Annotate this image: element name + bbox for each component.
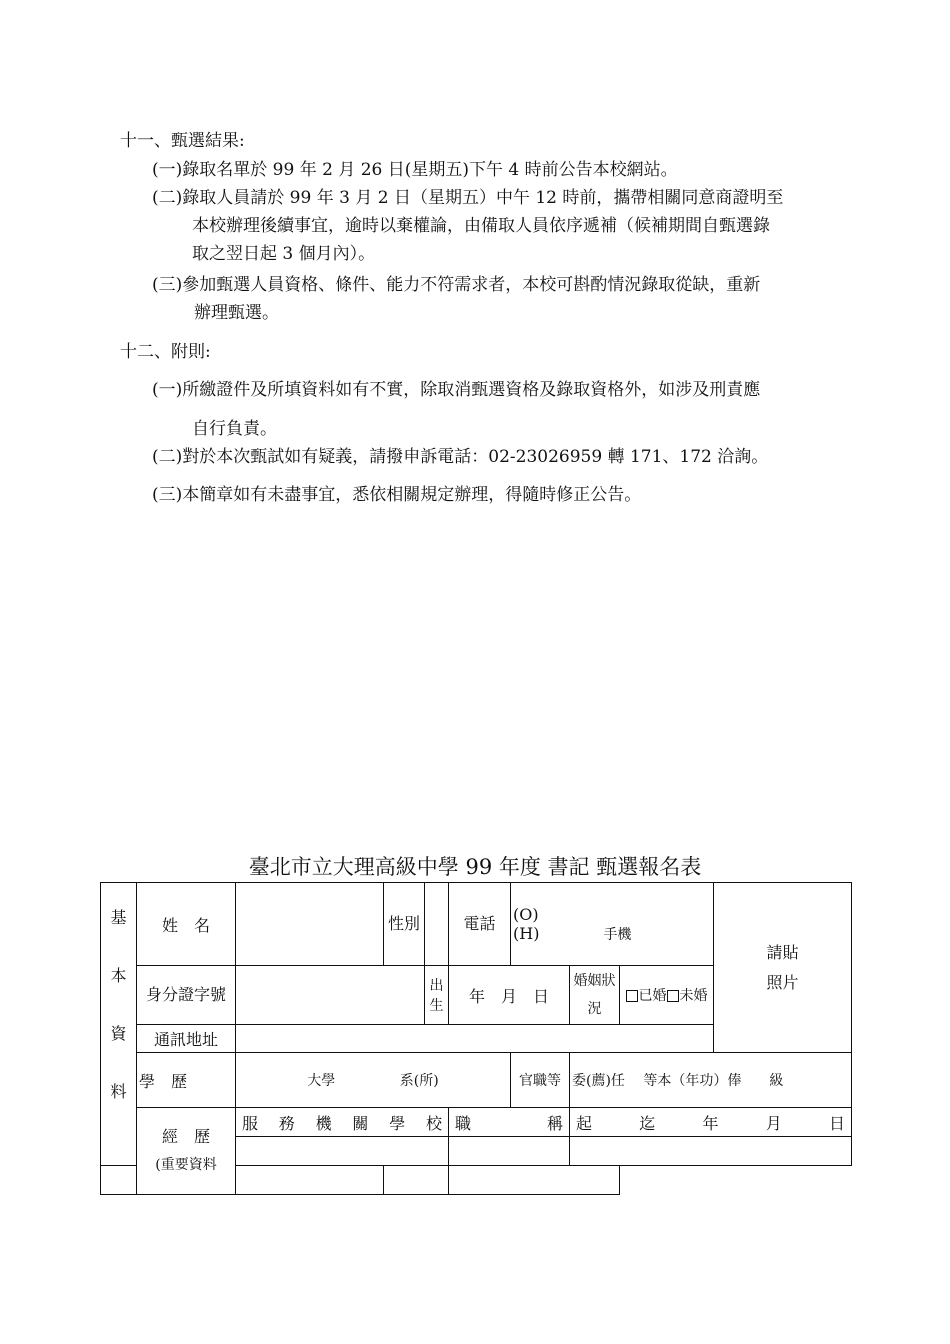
rank-label: 官職等 — [511, 1053, 570, 1108]
section-11-item-3: (三)參加甄選人員資格、條件、能力不符需求者，本校可斟酌情況錄取從缺，重新 — [152, 275, 761, 295]
section-12-item-1: (一)所繳證件及所填資料如有不實，除取消甄選資格及錄取資格外，如涉及刑責應 — [152, 380, 761, 400]
form-title: 臺北市立大理高級中學 99 年度 書記 甄選報名表 — [248, 855, 702, 879]
section-11-item-2-cont2: 取之翌日起 3 個月內）。 — [192, 244, 376, 264]
mobile-label: 手機 — [603, 926, 632, 943]
col-agency-header: 服 務 機 關 學 校 — [236, 1108, 449, 1137]
marital-label: 婚姻狀況 — [570, 966, 620, 1025]
name-label: 姓 名 — [137, 883, 236, 966]
id-label: 身分證字號 — [137, 966, 236, 1025]
gender-label: 性別 — [384, 883, 425, 966]
university-label: 大學 — [307, 1073, 336, 1089]
birth-label: 出生 — [425, 966, 449, 1025]
married-checkbox[interactable] — [626, 990, 638, 1002]
phone-input[interactable] — [511, 883, 714, 966]
section-12-heading: 十二、附則: — [120, 342, 211, 362]
marital-options: 已婚 未婚 — [620, 966, 714, 1025]
section-11-item-2-cont: 本校辦理後續事宜，逾時以棄權論，由備取人員依序遞補（候補期間自甄選錄 — [192, 216, 770, 236]
experience-title-input-2[interactable] — [384, 1166, 449, 1195]
address-input[interactable] — [236, 1025, 714, 1053]
col-period-header: 起 迄 年 月 日 — [570, 1108, 852, 1137]
experience-agency-input-2[interactable] — [101, 1166, 384, 1195]
rank-value[interactable]: 委(薦)任 等本（年功）俸 級 — [570, 1053, 852, 1108]
section-11-item-1: (一)錄取名單於 99 年 2 月 26 日(星期五)下午 4 時前公告本校網站。 — [152, 160, 678, 180]
photo-placeholder: 請貼照片 — [714, 883, 852, 1053]
registration-form — [100, 882, 852, 1195]
education-label: 學 歷 — [137, 1053, 236, 1108]
experience-title-input-1[interactable] — [449, 1137, 570, 1166]
col-title-header: 職 稱 — [449, 1108, 570, 1137]
section-12-item-3: (三)本簡章如有未盡事宜，悉依相關規定辦理，得隨時修正公告。 — [152, 485, 642, 505]
experience-label: 經 歷 — [161, 1127, 210, 1146]
section-11-item-2: (二)錄取人員請於 99 年 3 月 2 日（星期五）中午 12 時前，攜帶相關同意商證明至 — [152, 188, 784, 208]
birth-date[interactable]: 年 月 日 — [449, 966, 570, 1025]
phone-home: (H) — [513, 923, 540, 943]
id-input[interactable] — [236, 966, 425, 1025]
phone-label: 電話 — [449, 883, 511, 966]
section-12-item-2: (二)對於本次甄試如有疑義，請撥申訴電話：02-23026959 轉 171、172 洽詢。 — [152, 447, 769, 467]
section-11-item-3-cont: 辦理甄選。 — [194, 303, 279, 323]
section-11-heading: 十一、甄選結果: — [120, 131, 245, 151]
basic-info-label: 基 本 資 料 — [101, 883, 137, 1166]
address-label: 通訊地址 — [137, 1025, 236, 1053]
experience-period-input-2[interactable] — [449, 1166, 620, 1195]
name-input[interactable] — [236, 883, 384, 966]
experience-agency-input-1[interactable] — [236, 1137, 449, 1166]
department-label: 系(所) — [399, 1073, 439, 1089]
gender-input[interactable] — [425, 883, 449, 966]
experience-period-input-1[interactable] — [570, 1137, 852, 1166]
experience-note: (重要資料 — [155, 1157, 217, 1173]
phone-office: (O) — [513, 904, 539, 924]
education-input[interactable] — [236, 1053, 511, 1108]
section-12-item-1-cont: 自行負責。 — [192, 419, 277, 439]
single-checkbox[interactable] — [667, 990, 679, 1002]
